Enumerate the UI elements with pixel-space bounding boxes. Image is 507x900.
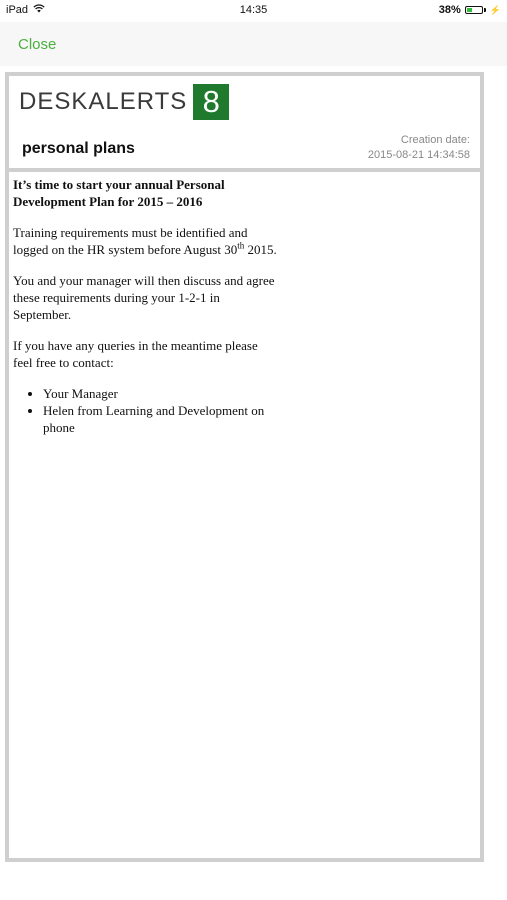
nav-bar xyxy=(0,22,507,66)
logo-text: DESKALERTS xyxy=(19,88,188,115)
device-name: iPad xyxy=(6,4,29,16)
battery-level xyxy=(467,8,472,12)
charging-icon: ⚡ xyxy=(489,4,501,15)
logo-badge: 8 xyxy=(193,84,229,120)
battery-percent: 38% xyxy=(438,4,461,16)
creation-date-value: 2015-08-21 14:34:58 xyxy=(367,149,470,161)
alert-headline: It’s time to start your annual Personal Development Plan for 2015 – 2016 xyxy=(13,177,225,209)
contact-item: • Helen from Learning and Development on phone xyxy=(43,402,279,436)
creation-date xyxy=(368,133,470,163)
status-right xyxy=(439,4,501,16)
alert-paragraph-2: You and your manager will then discuss and agree these requirements during your 1-2-1 in September. xyxy=(13,273,275,322)
alert-header xyxy=(9,76,480,172)
paragraph-1-end: 2015. xyxy=(244,242,277,257)
alert-body xyxy=(13,176,279,436)
status-time: 14:35 xyxy=(239,4,268,16)
alert-title: personal plans xyxy=(22,140,135,157)
paragraph-1-text: Training requirements must be identified and logged on the HR system before August 30 xyxy=(13,225,248,257)
battery-icon xyxy=(465,6,483,14)
creation-date-label: Creation date: xyxy=(400,134,470,146)
deskalerts-logo xyxy=(19,84,229,120)
alert-window xyxy=(5,72,484,862)
contact-item: • Your Manager xyxy=(43,385,279,402)
close-button[interactable]: Close xyxy=(18,36,57,53)
contact-list xyxy=(13,385,279,436)
status-bar xyxy=(0,0,507,22)
alert-paragraph-1 xyxy=(13,224,279,258)
battery-tip xyxy=(484,8,486,12)
ordinal-suffix: th xyxy=(237,240,245,251)
alert-paragraph-3: If you have any queries in the meantime please feel free to contact: xyxy=(13,338,258,370)
